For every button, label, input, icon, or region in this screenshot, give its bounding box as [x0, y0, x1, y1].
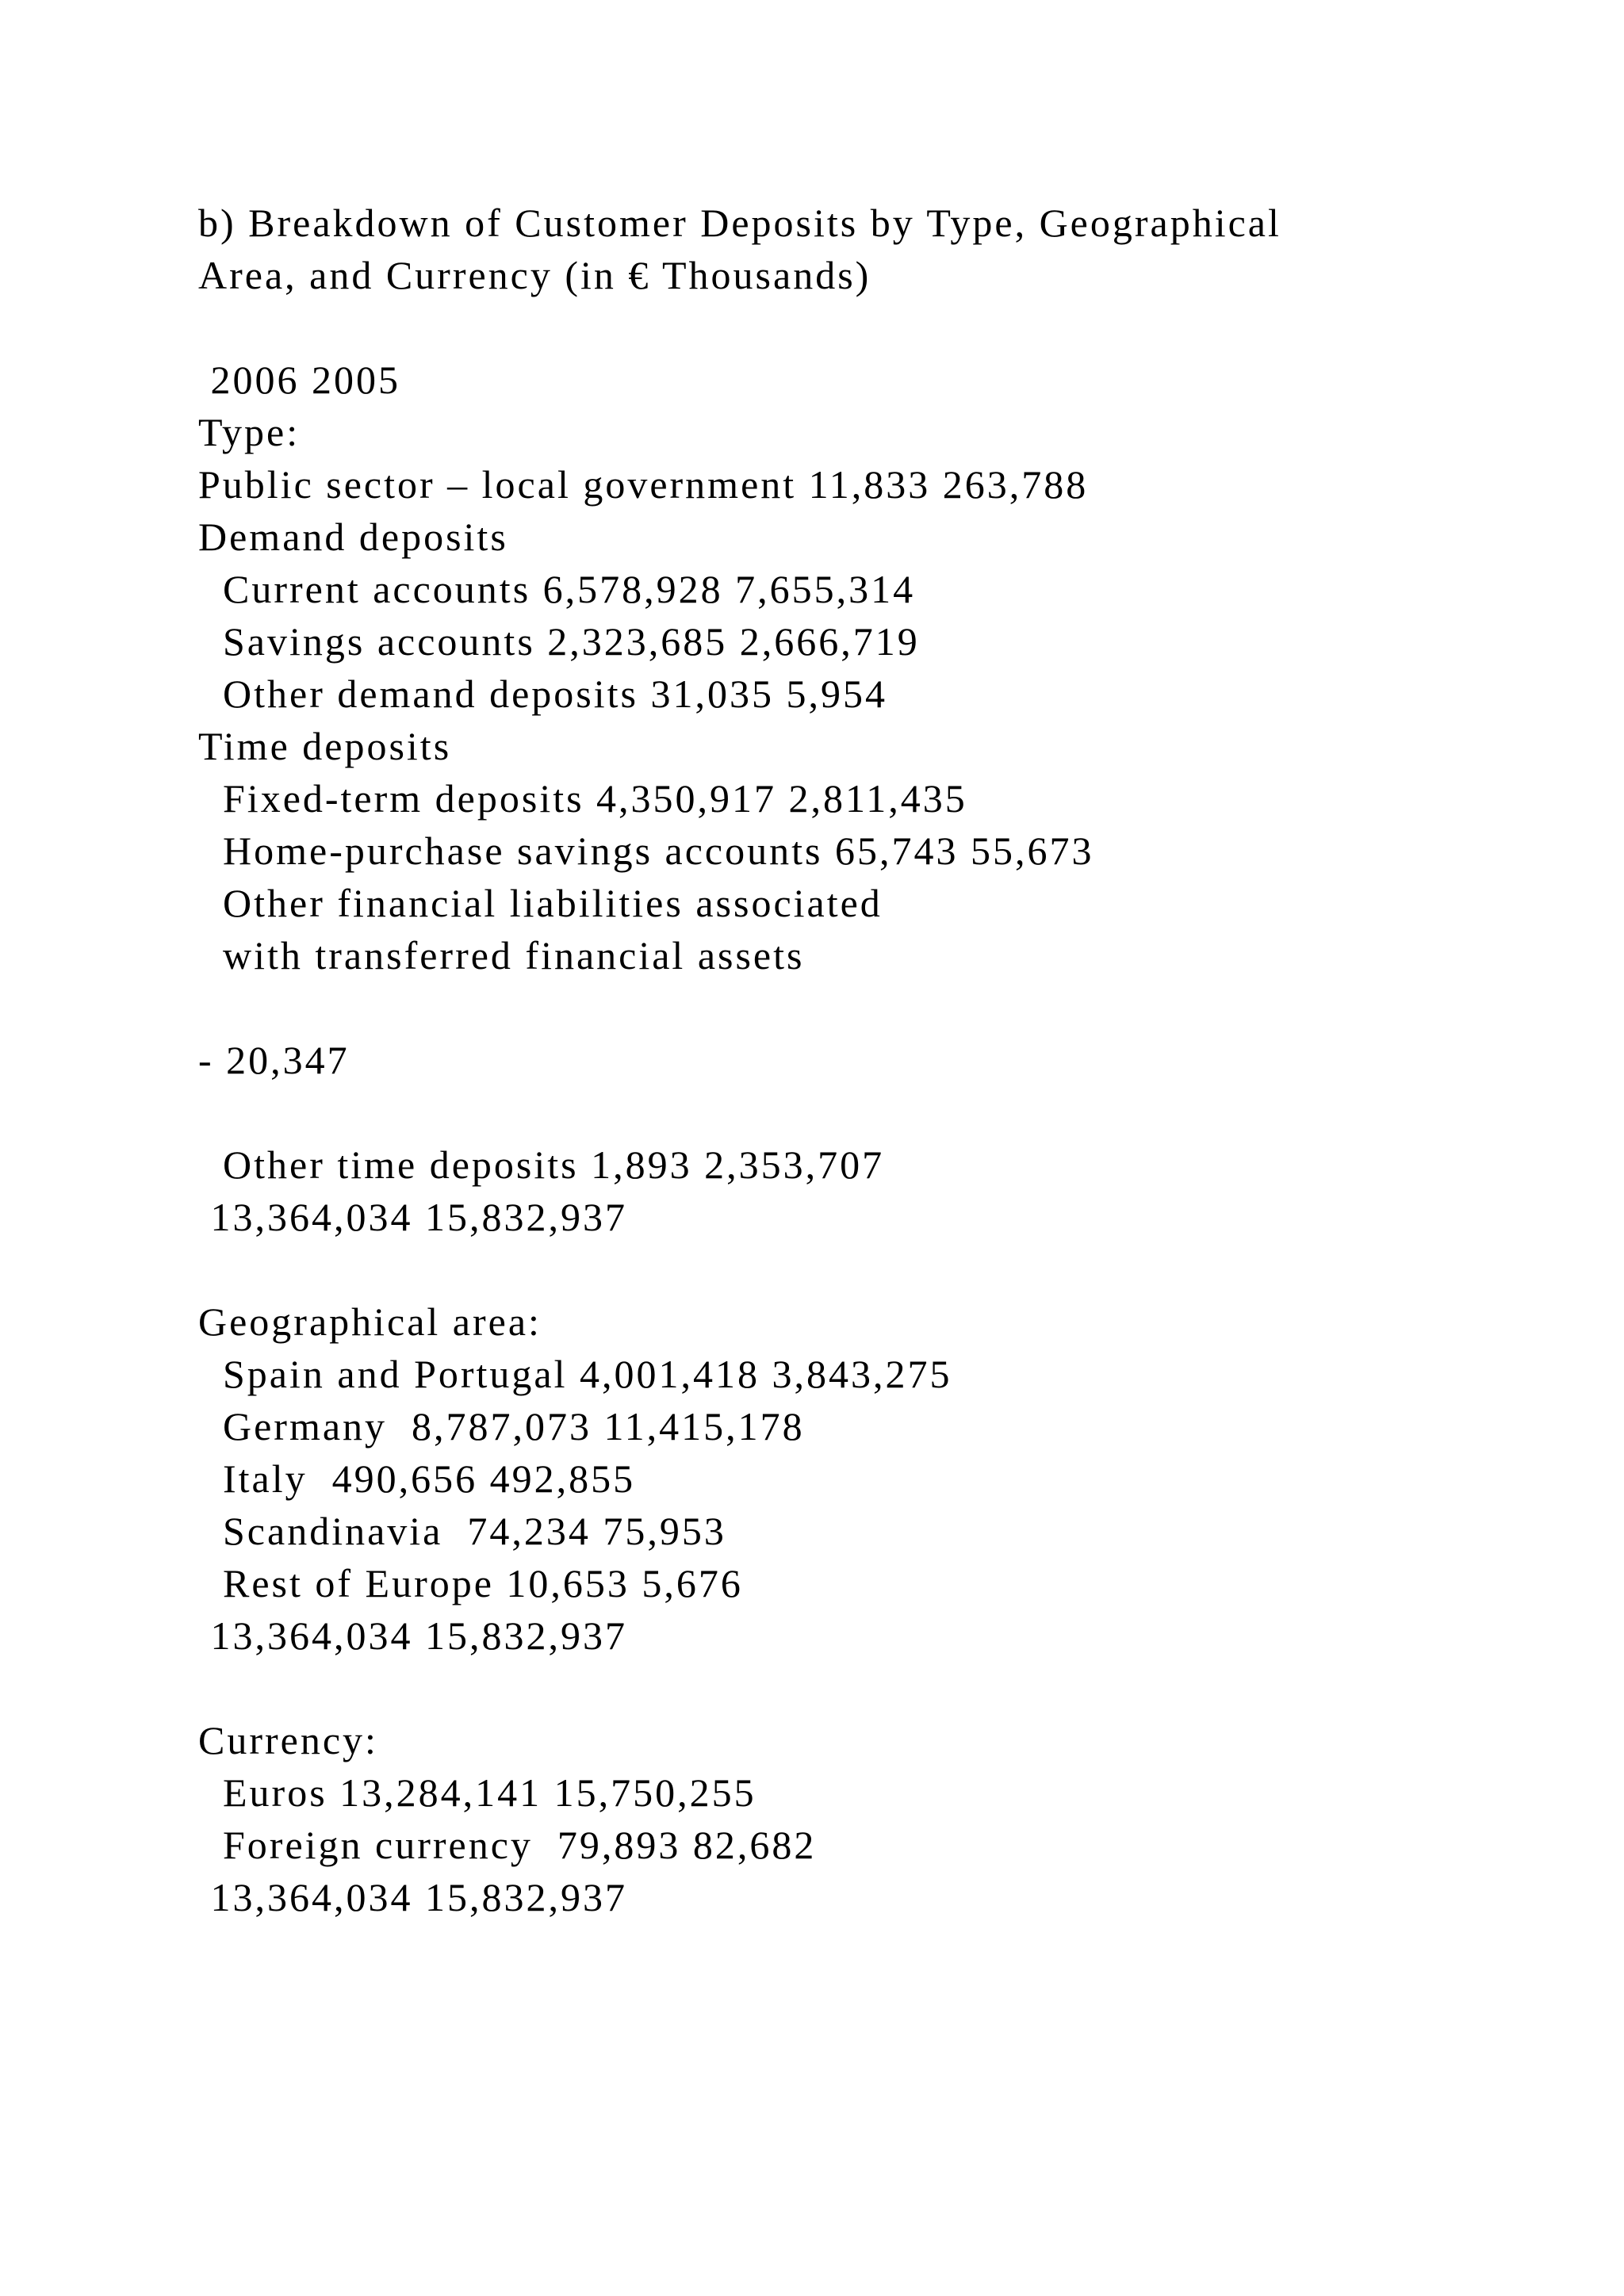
row-savings-accounts: Savings accounts 2,323,685 2,666,719 [198, 619, 920, 664]
row-other-financial-liabilities-2: with transferred financial assets [198, 933, 805, 978]
section-heading-currency: Currency: [198, 1718, 378, 1762]
title-line-1: b) Breakdown of Customer Deposits by Type, Geographical [198, 201, 1281, 245]
blank-line [198, 1086, 1546, 1138]
row-scandinavia: Scandinavia 74,234 75,953 [198, 1509, 726, 1553]
blank-line [198, 1243, 1546, 1295]
section-heading-type: Type: [198, 410, 301, 454]
row-current-accounts: Current accounts 6,578,928 7,655,314 [198, 567, 916, 611]
row-public-sector: Public sector – local government 11,833 263,788 [198, 462, 1089, 507]
row-italy: Italy 490,656 492,855 [198, 1456, 636, 1501]
row-rest-of-europe: Rest of Europe 10,653 5,676 [198, 1561, 743, 1605]
row-euros: Euros 13,284,141 15,750,255 [198, 1770, 756, 1815]
row-other-financial-liabilities-1: Other financial liabilities associated [198, 881, 883, 925]
blank-line [198, 1662, 1546, 1714]
subheading-time-deposits: Time deposits [198, 724, 452, 768]
title-line-2: Area, and Currency (in € Thousands) [198, 253, 871, 297]
document-page [198, 197, 1546, 1923]
row-other-time-deposits: Other time deposits 1,893 2,353,707 [198, 1142, 885, 1187]
section-heading-geographical-area: Geographical area: [198, 1299, 542, 1344]
blank-line [198, 982, 1546, 1034]
blank-line [198, 301, 1546, 354]
total-currency: 13,364,034 15,832,937 [198, 1875, 627, 1919]
row-other-financial-liabilities-values: - 20,347 [198, 1038, 350, 1082]
row-home-purchase-savings: Home-purchase savings accounts 65,743 55,673 [198, 828, 1094, 873]
total-type: 13,364,034 15,832,937 [198, 1195, 627, 1239]
year-header: 2006 2005 [198, 358, 400, 402]
row-germany: Germany 8,787,073 11,415,178 [198, 1404, 805, 1448]
row-spain-portugal: Spain and Portugal 4,001,418 3,843,275 [198, 1352, 952, 1396]
row-fixed-term-deposits: Fixed-term deposits 4,350,917 2,811,435 [198, 776, 967, 821]
row-foreign-currency: Foreign currency 79,893 82,682 [198, 1823, 817, 1867]
row-other-demand-deposits: Other demand deposits 31,035 5,954 [198, 672, 888, 716]
subheading-demand-deposits: Demand deposits [198, 515, 508, 559]
total-geographical-area: 13,364,034 15,832,937 [198, 1613, 627, 1658]
